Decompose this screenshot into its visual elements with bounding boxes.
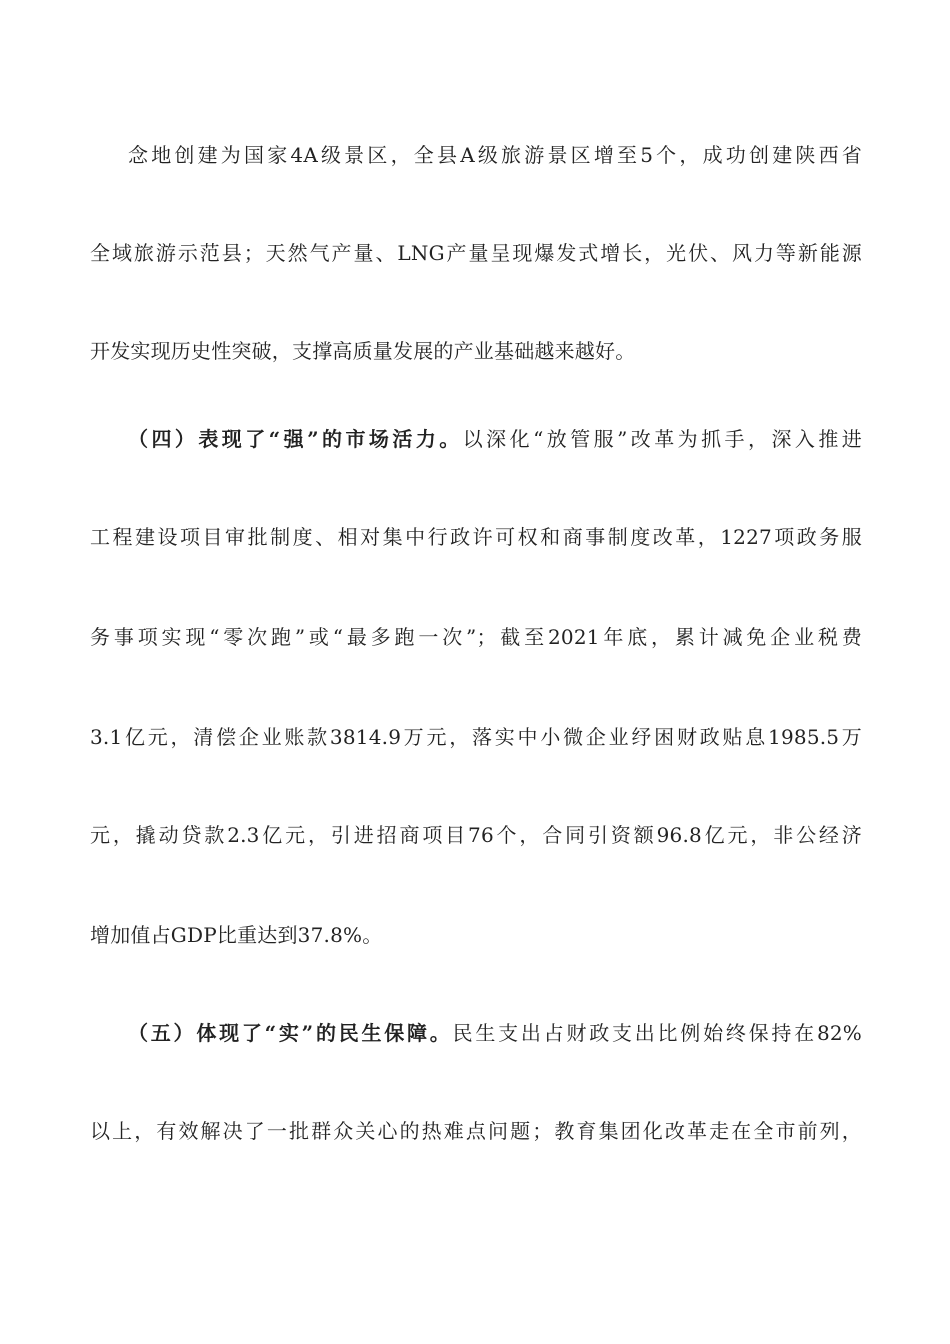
paragraph-line: 工程建设项目审批制度、相对集中行政许可权和商事制度改革，1227项政务服 <box>90 525 862 549</box>
paragraph-line: 念地创建为国家4A级景区，全县A级旅游景区增至5个，成功创建陕西省 <box>128 143 862 167</box>
paragraph-line: 开发实现历史性突破，支撑高质量发展的产业基础越来越好。 <box>90 339 636 363</box>
section-heading: （四）表现了“强”的市场活力。 <box>128 427 463 451</box>
section-heading: （五）体现了“实”的民生保障。 <box>128 1021 453 1045</box>
paragraph-line <box>128 1018 862 1048</box>
paragraph-line <box>128 424 862 454</box>
paragraph-line: 3.1亿元，清偿企业账款3814.9万元，落实中小微企业纾困财政贴息1985.5万 <box>90 725 862 749</box>
paragraph-text: 以深化“放管服”改革为抓手，深入推进 <box>462 427 862 451</box>
paragraph-line: 元，撬动贷款2.3亿元，引进招商项目76个，合同引资额96.8亿元，非公经济 <box>90 823 862 847</box>
paragraph-line: 增加值占GDP比重达到37.8%。 <box>90 923 383 947</box>
paragraph-line: 以上，有效解决了一批群众关心的热难点问题；教育集团化改革走在全市前列， <box>90 1119 862 1143</box>
paragraph-line: 务事项实现“零次跑”或“最多跑一次”；截至2021年底，累计减免企业税费 <box>90 625 862 649</box>
paragraph-line: 全域旅游示范县；天然气产量、LNG产量呈现爆发式增长，光伏、风力等新能源 <box>90 241 862 265</box>
paragraph-text: 民生支出占财政支出比例始终保持在82% <box>452 1021 862 1045</box>
